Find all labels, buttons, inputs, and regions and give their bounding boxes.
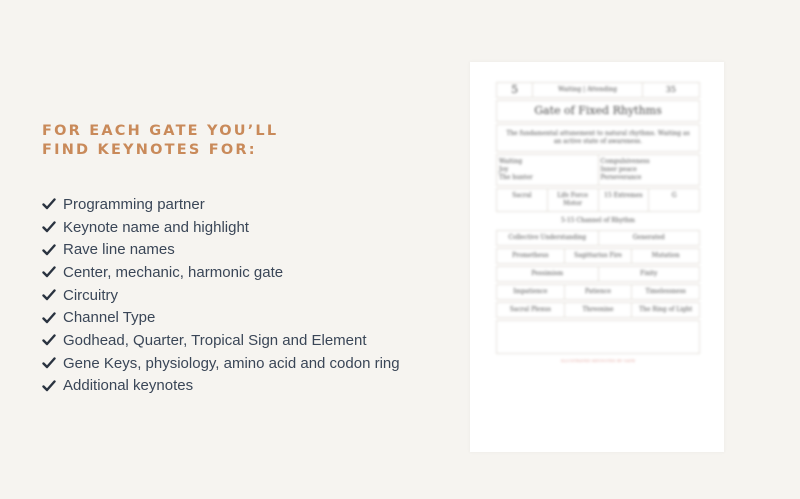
godhead-cell: Mutation: [651, 252, 680, 259]
gene-cell: Pessimism: [497, 267, 599, 281]
feature-list: [42, 193, 442, 397]
physio-cell: Sacral Plexus: [497, 303, 565, 317]
feature-label: Center, mechanic, harmonic gate: [63, 263, 284, 281]
gene-row-2: [496, 284, 700, 300]
list-item: [42, 375, 442, 398]
section-heading: [42, 122, 442, 160]
checkmark-icon: [42, 197, 56, 211]
checkmark-icon: [42, 333, 56, 347]
feature-label: Gene Keys, physiology, amino acid and codon ring: [63, 354, 400, 372]
heading-line-1: FOR EACH GATE YOU’LL: [42, 123, 279, 139]
gene-cell: Impatience: [497, 285, 565, 299]
preview-footer: ILLUSTRATED KEYNOTES BY GATE: [560, 358, 636, 363]
gate-sheet-preview: [470, 62, 724, 452]
blurred-sheet: [496, 82, 700, 432]
gene-cell: Patience: [565, 285, 633, 299]
godhead-cell: Prometheus: [497, 249, 565, 263]
godhead-cell: Sagittarius Fire: [565, 249, 633, 263]
gene-cell: Timelessness: [645, 288, 686, 295]
feature-label: Godhead, Quarter, Tropical Sign and Element: [63, 331, 367, 349]
rave-left: [497, 155, 599, 185]
list-item: [42, 193, 442, 216]
feature-label: Programming partner: [63, 195, 205, 213]
channel-row: [496, 214, 700, 228]
gate-number: 5: [497, 83, 533, 97]
center-cell: G: [671, 192, 677, 199]
notes-row: [496, 320, 700, 354]
checkmark-icon: [42, 265, 56, 279]
feature-label: Keynote name and highlight: [63, 218, 249, 236]
feature-label: Rave line names: [63, 241, 175, 259]
rave-line: Compulsiveness: [600, 158, 650, 165]
notes-cell: [497, 321, 699, 353]
preview-title-row: [496, 100, 700, 122]
rave-line: The hunter: [499, 174, 533, 181]
list-item: [42, 329, 442, 352]
center-row: [496, 188, 700, 212]
rave-right: [599, 155, 700, 185]
gene-row-1: [496, 266, 700, 282]
gate-highlight: The fundamental attunement to natural rhythms. Waiting as an active state of awareness.: [506, 130, 690, 145]
checkmark-icon: [42, 379, 56, 393]
list-item: [42, 284, 442, 307]
checkmark-icon: [42, 356, 56, 370]
list-item: [42, 306, 442, 329]
rave-line: Joy: [499, 166, 509, 173]
center-cell: Sacral: [497, 189, 548, 211]
partner-number: 35: [665, 85, 676, 94]
gate-title: Gate of Fixed Rhythms: [534, 104, 662, 117]
physio-row: [496, 302, 700, 318]
feature-label: Additional keynotes: [63, 377, 194, 395]
gene-cell: Fixity: [640, 270, 658, 277]
top-label: Waiting | Attending: [533, 83, 642, 97]
checkmark-icon: [42, 243, 56, 257]
checkmark-icon: [42, 311, 56, 325]
rave-lines-row: [496, 154, 700, 186]
rave-line: Inner peace: [600, 166, 637, 173]
center-cell: 15 Extremes: [599, 189, 650, 211]
list-item: [42, 216, 442, 239]
checkmark-icon: [42, 288, 56, 302]
feature-panel: [42, 122, 442, 397]
feature-label: Circuitry: [63, 286, 118, 304]
checkmark-icon: [42, 220, 56, 234]
feature-label: Channel Type: [63, 309, 156, 327]
list-item: [42, 261, 442, 284]
list-item: [42, 238, 442, 261]
rave-line: Waiting: [499, 158, 523, 165]
heading-line-2: FIND KEYNOTES FOR:: [42, 142, 257, 158]
physio-cell: The Ring of Light: [639, 306, 693, 313]
center-cell: Life Force Motor: [548, 189, 599, 211]
circuitry-row: [496, 230, 700, 246]
preview-header-row: [496, 82, 700, 98]
list-item: [42, 352, 442, 375]
physio-cell: Threonine: [565, 303, 633, 317]
channel-name: 5-15 Channel of Rhythm: [560, 217, 635, 224]
preview-highlight-row: [496, 124, 700, 152]
godhead-row: [496, 248, 700, 264]
circuitry-cell: Collective Understanding: [497, 231, 599, 245]
circuitry-cell: Generated: [632, 234, 665, 241]
rave-line: Perseverance: [600, 174, 642, 181]
